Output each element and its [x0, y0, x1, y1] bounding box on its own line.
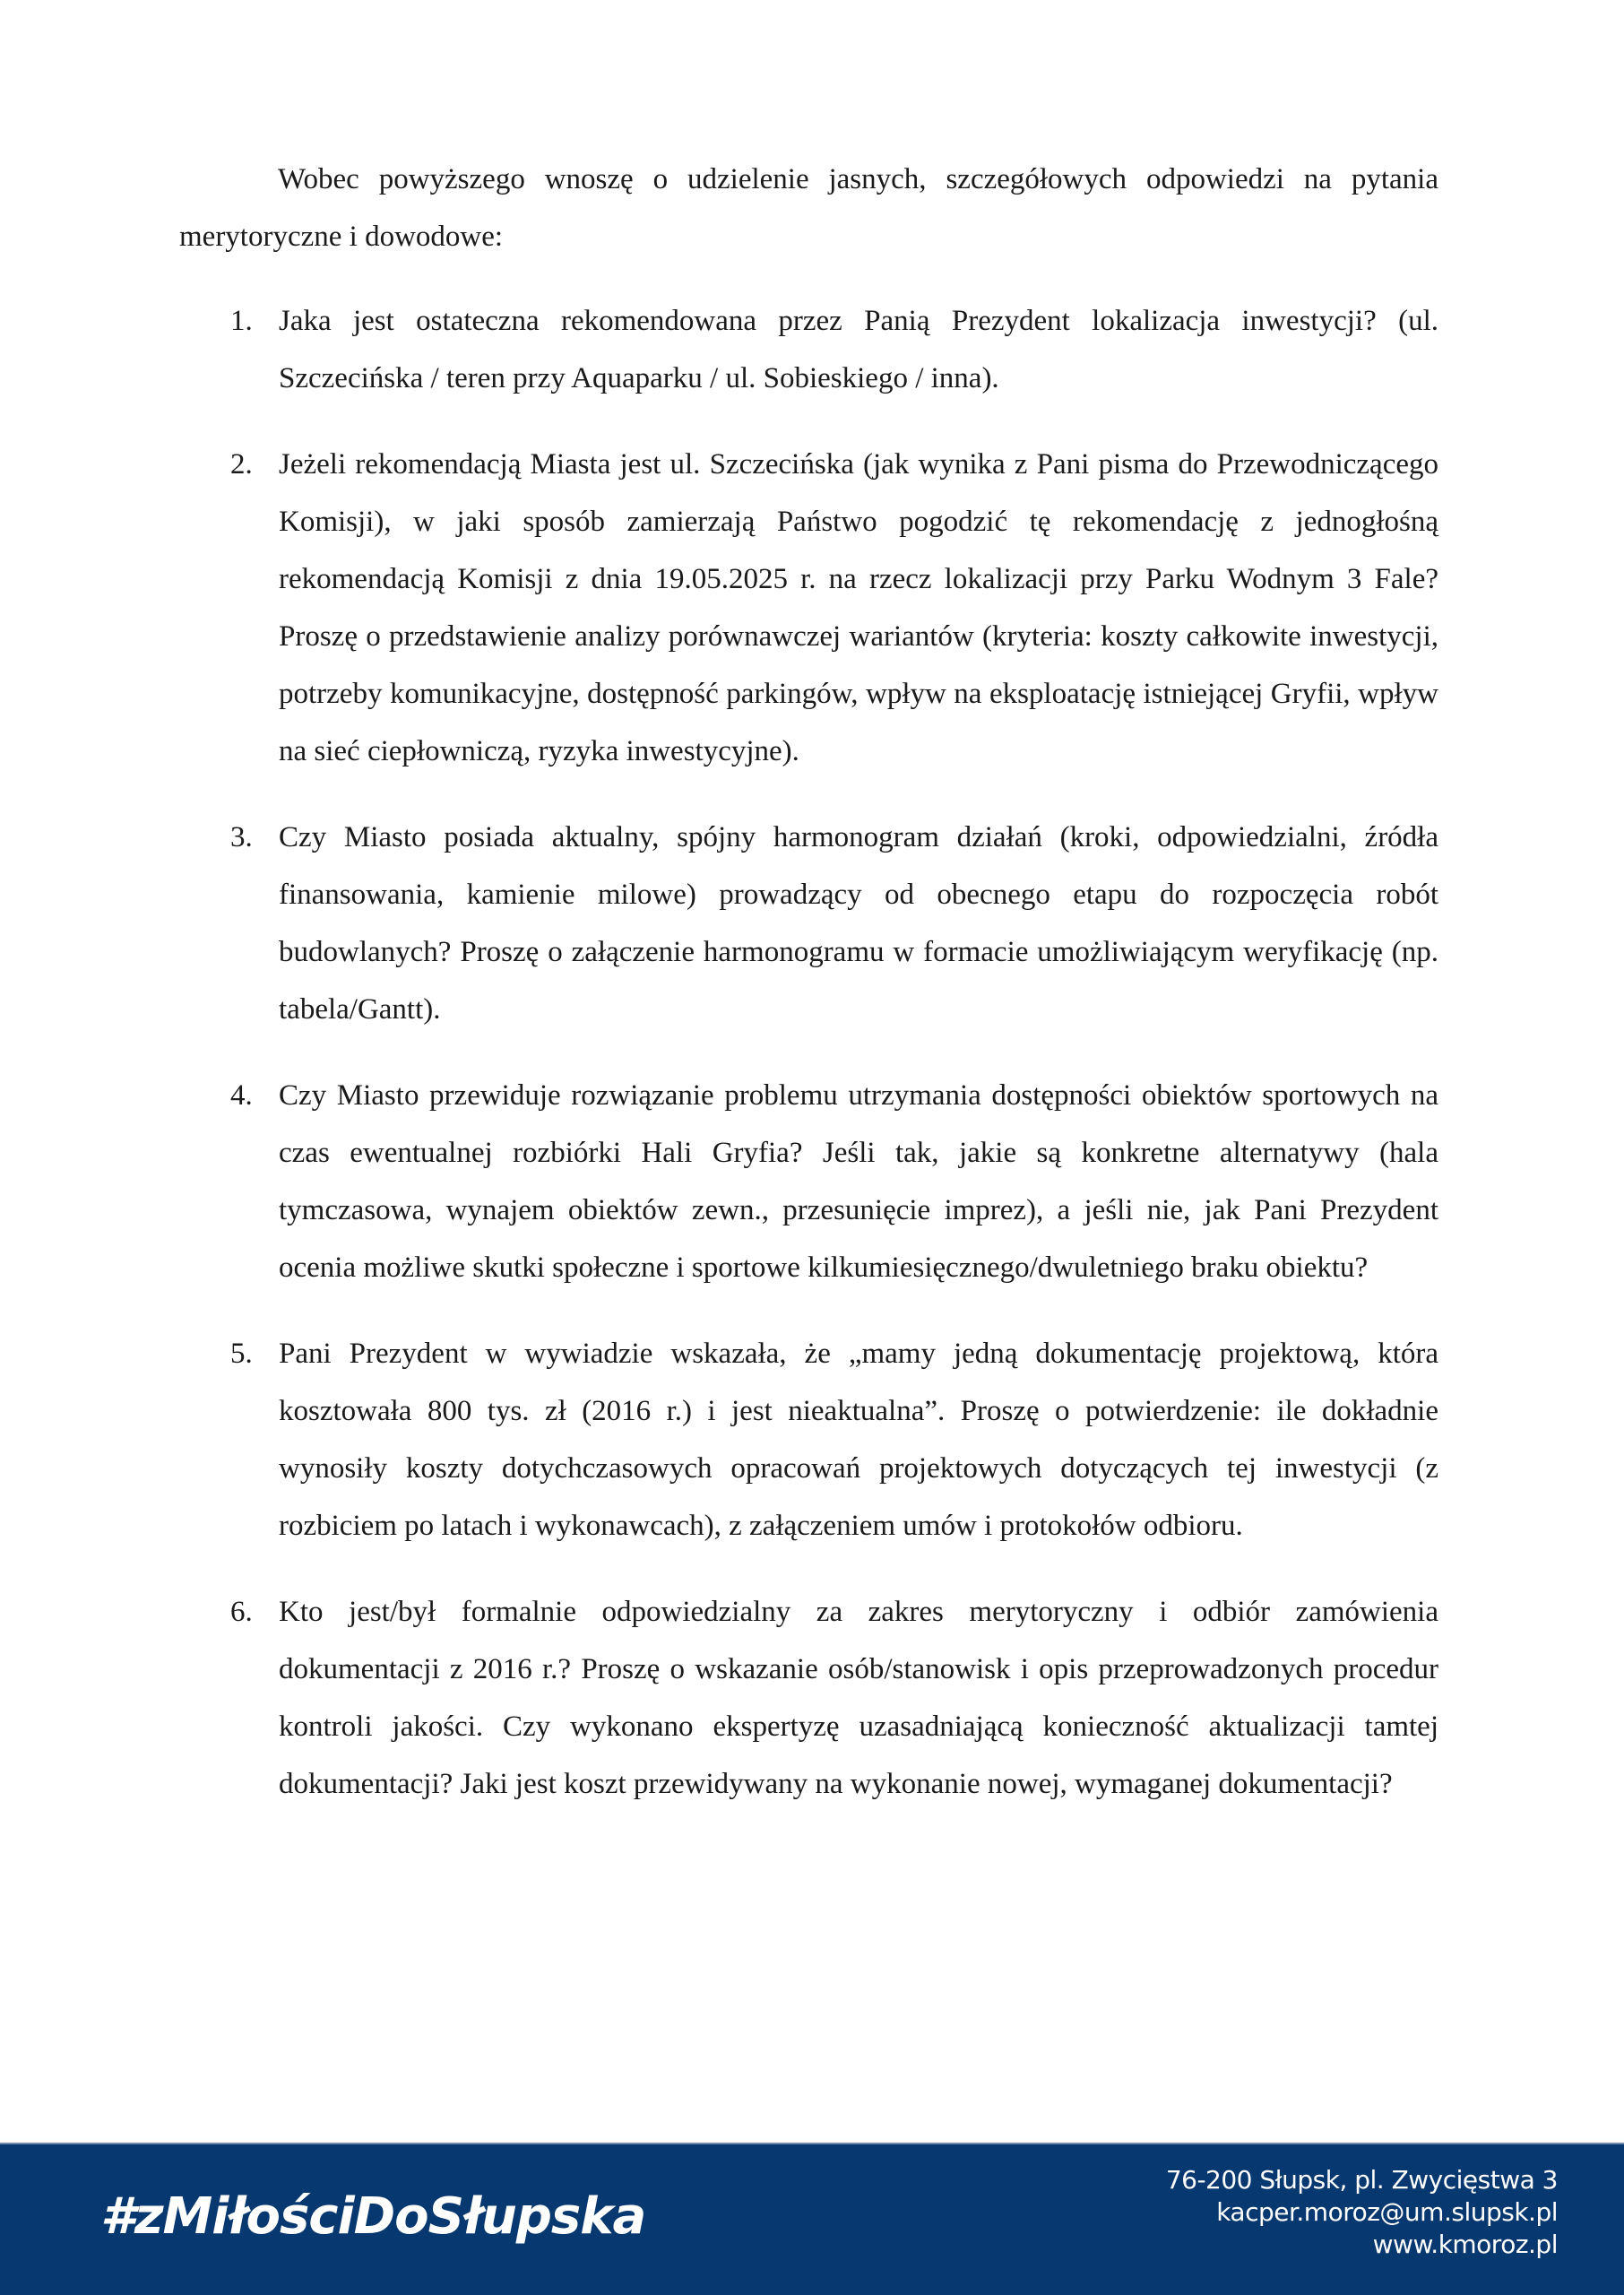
footer-website[interactable]: www.kmoroz.pl	[1372, 2230, 1558, 2259]
question-number: 1.	[230, 305, 253, 337]
question-item	[179, 809, 1438, 1038]
question-number: 4.	[230, 1079, 253, 1112]
question-number: 3.	[230, 821, 253, 853]
page-footer	[0, 2143, 1624, 2295]
question-item	[179, 1067, 1438, 1296]
question-number: 6.	[230, 1596, 253, 1628]
footer-address: 76-200 Słupsk, pl. Zwycięstwa 3	[1165, 2165, 1558, 2195]
question-item	[179, 436, 1438, 780]
question-item	[179, 1325, 1438, 1555]
question-text: Kto jest/był formalnie odpowiedzialny za zakres merytoryczny i odbiór zamówienia dokumentacji z 2016 r.? Proszę o wskazanie osób/stanowisk i opis przeprowadzonych procedur kontroli jakości. Czy wykonano ekspertyzę uzasadniającą konieczność aktualizacji tamtej dokumentacji? Jaki jest koszt przewidywany na wykonanie nowej, wymaganej dokumentacji?	[279, 1596, 1438, 1800]
intro-paragraph: Wobec powyższego wnoszę o udzielenie jasnych, szczegółowych odpowiedzi na pytania merytoryczne i dowodowe:	[179, 163, 1438, 253]
question-number: 5.	[230, 1338, 253, 1370]
question-item	[179, 1583, 1438, 1813]
footer-hashtag: #zMiłościDoSłupska	[100, 2187, 646, 2246]
question-text: Jaka jest ostateczna rekomendowana przez Panią Prezydent lokalizacja inwestycji? (ul. Szczecińska / teren przy Aquaparku / ul. Sobieskiego / inna).	[279, 305, 1438, 394]
footer-email[interactable]: kacper.moroz@um.slupsk.pl	[1216, 2197, 1558, 2227]
document-body	[179, 151, 1438, 1841]
question-text: Pani Prezydent w wywiadzie wskazała, że „mamy jedną dokumentację projektową, która kosztowała 800 tys. zł (2016 r.) i jest nieaktualna”. Proszę o potwierdzenie: ile dokładnie wynosiły koszty dotychczasowych opracowań projektowych dotyczących tej inwestycji (z rozbiciem po latach i wykonawcach), z załączeniem umów i protokołów odbioru.	[279, 1338, 1438, 1542]
footer-contact	[1166, 2164, 1558, 2261]
question-item	[179, 292, 1438, 407]
question-list	[179, 292, 1438, 1813]
question-text: Czy Miasto posiada aktualny, spójny harmonogram działań (kroki, odpowiedzialni, źródła finansowania, kamienie milowe) prowadzący od obecnego etapu do rozpoczęcia robót budowlanych? Proszę o załączenie harmonogramu w formacie umożliwiającym weryfikację (np. tabela/Gantt).	[279, 821, 1438, 1026]
question-text: Czy Miasto przewiduje rozwiązanie problemu utrzymania dostępności obiektów sportowych na czas ewentualnej rozbiórki Hali Gryfia? Jeśli tak, jakie są konkretne alternatywy (hala tymczasowa, wynajem obiektów zewn., przesunięcie imprez), a jeśli nie, jak Pani Prezydent ocenia możliwe skutki społeczne i sportowe kilkumiesięcznego/dwuletniego braku obiektu?	[279, 1079, 1438, 1284]
question-number: 2.	[230, 448, 253, 481]
question-text: Jeżeli rekomendacją Miasta jest ul. Szczecińska (jak wynika z Pani pisma do Przewodniczącego Komisji), w jaki sposób zamierzają Państwo pogodzić tę rekomendację z jednogłośną rekomendacją Komisji z dnia 19.05.2025 r. na rzecz lokalizacji przy Parku Wodnym 3 Fale? Proszę o przedstawienie analizy porównawczej wariantów (kryteria: koszty całkowite inwestycji, potrzeby komunikacyjne, dostępność parkingów, wpływ na eksploatację istniejącej Gryfii, wpływ na sieć ciepłowniczą, ryzyka inwestycyjne).	[279, 448, 1438, 767]
